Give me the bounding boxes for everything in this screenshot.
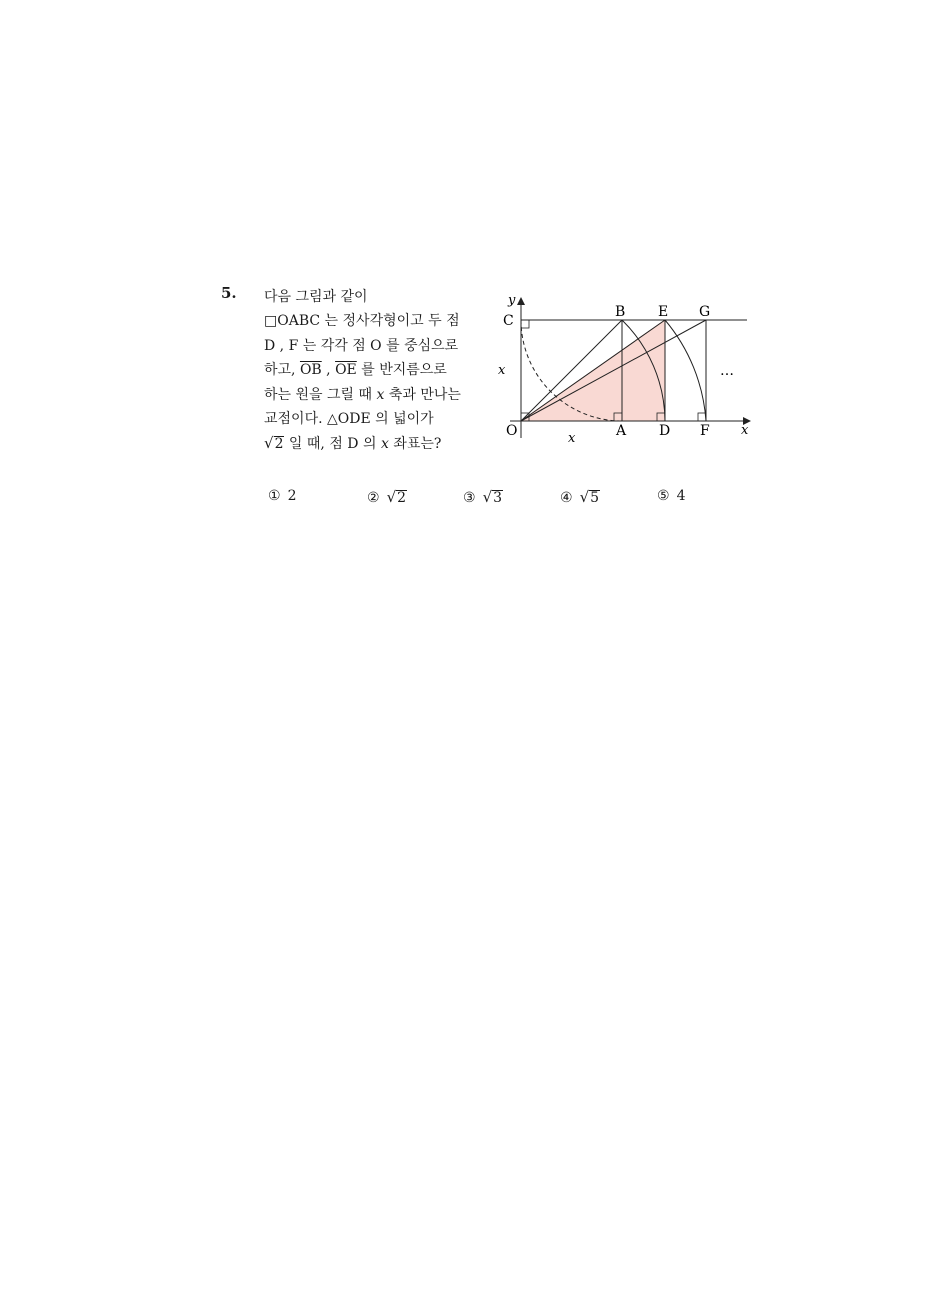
choice-2-value: 2 bbox=[397, 490, 407, 506]
label-b: B bbox=[615, 304, 626, 320]
choice-3-mark: ③ bbox=[463, 490, 476, 506]
question-line-4-pre: 하고, bbox=[264, 362, 300, 379]
label-d: D bbox=[659, 423, 671, 439]
label-c: C bbox=[503, 313, 514, 329]
choice-1-mark: ① bbox=[268, 488, 281, 504]
choice-2-mark: ② bbox=[367, 490, 380, 506]
label-side-x: x bbox=[498, 363, 506, 378]
question-line-2-rest: 는 정사각형이고 두 점 bbox=[320, 313, 460, 330]
question-line-4-mid: , bbox=[321, 362, 336, 379]
choice-4-sqrt bbox=[580, 488, 600, 506]
square-symbol: □ bbox=[264, 313, 278, 330]
segment-oe: $\overline{OE}$ bbox=[335, 362, 357, 379]
square-name: OABC bbox=[277, 313, 321, 330]
choice-2-sqrt bbox=[387, 488, 407, 506]
label-f: F bbox=[700, 423, 710, 439]
label-a: A bbox=[616, 423, 627, 439]
right-angle-f bbox=[698, 413, 706, 421]
question-line-1: 다음 그림과 같이 bbox=[264, 289, 368, 305]
question-text bbox=[264, 285, 490, 457]
radical-sign: √ bbox=[264, 434, 274, 453]
label-g: G bbox=[699, 304, 711, 320]
segment-ob: $\overline{OB}$ bbox=[299, 362, 322, 379]
choice-4[interactable] bbox=[560, 488, 600, 506]
label-x-axis: x bbox=[741, 423, 749, 438]
question-line-6: 교점이다. △ODE 의 넓이가 bbox=[264, 411, 434, 428]
choice-2[interactable] bbox=[367, 488, 407, 506]
label-e: E bbox=[658, 304, 669, 320]
radicand: 2 bbox=[274, 436, 284, 453]
choice-5[interactable] bbox=[657, 488, 685, 504]
choice-4-value: 5 bbox=[590, 490, 600, 506]
right-angle-c bbox=[521, 320, 529, 328]
question-line-2 bbox=[264, 309, 490, 333]
geometry-figure bbox=[495, 290, 755, 450]
question-number: 5. bbox=[221, 284, 237, 302]
choice-5-value: 4 bbox=[676, 488, 686, 504]
choice-4-mark: ④ bbox=[560, 490, 573, 506]
arc-ef bbox=[665, 320, 706, 421]
choice-3-value: 3 bbox=[493, 490, 503, 506]
question-line-7-post: 좌표는? bbox=[388, 436, 442, 453]
question-line-4-post: 를 반지름으로 bbox=[356, 362, 447, 379]
choice-1-value: 2 bbox=[287, 488, 297, 504]
question-line-5-pre: 하는 원을 그릴 때 bbox=[264, 386, 377, 403]
choice-5-mark: ⑤ bbox=[657, 488, 670, 504]
choice-3-sqrt bbox=[483, 488, 503, 506]
label-bottom-x: x bbox=[568, 431, 576, 446]
variable-x-2: x bbox=[380, 436, 389, 453]
question-line-4 bbox=[264, 358, 490, 382]
choice-4-radical: √ bbox=[579, 488, 590, 506]
question-line-5-post: 축과 만나는 bbox=[384, 386, 461, 403]
choice-3-radical: √ bbox=[482, 488, 493, 506]
label-y: y bbox=[508, 293, 516, 308]
variable-x: x bbox=[376, 386, 385, 403]
label-dots: … bbox=[720, 363, 734, 379]
choice-2-radical: √ bbox=[386, 488, 397, 506]
label-o: O bbox=[506, 423, 518, 439]
choice-1[interactable] bbox=[268, 488, 296, 504]
question-line-7 bbox=[264, 431, 490, 456]
question-line-5 bbox=[264, 383, 490, 407]
question-line-3: D , F 는 각각 점 O 를 중심으로 bbox=[264, 337, 459, 354]
sqrt-two bbox=[264, 431, 284, 456]
choice-3[interactable] bbox=[463, 488, 503, 506]
question-line-7-pre: 일 때, 점 D 의 bbox=[284, 436, 381, 453]
